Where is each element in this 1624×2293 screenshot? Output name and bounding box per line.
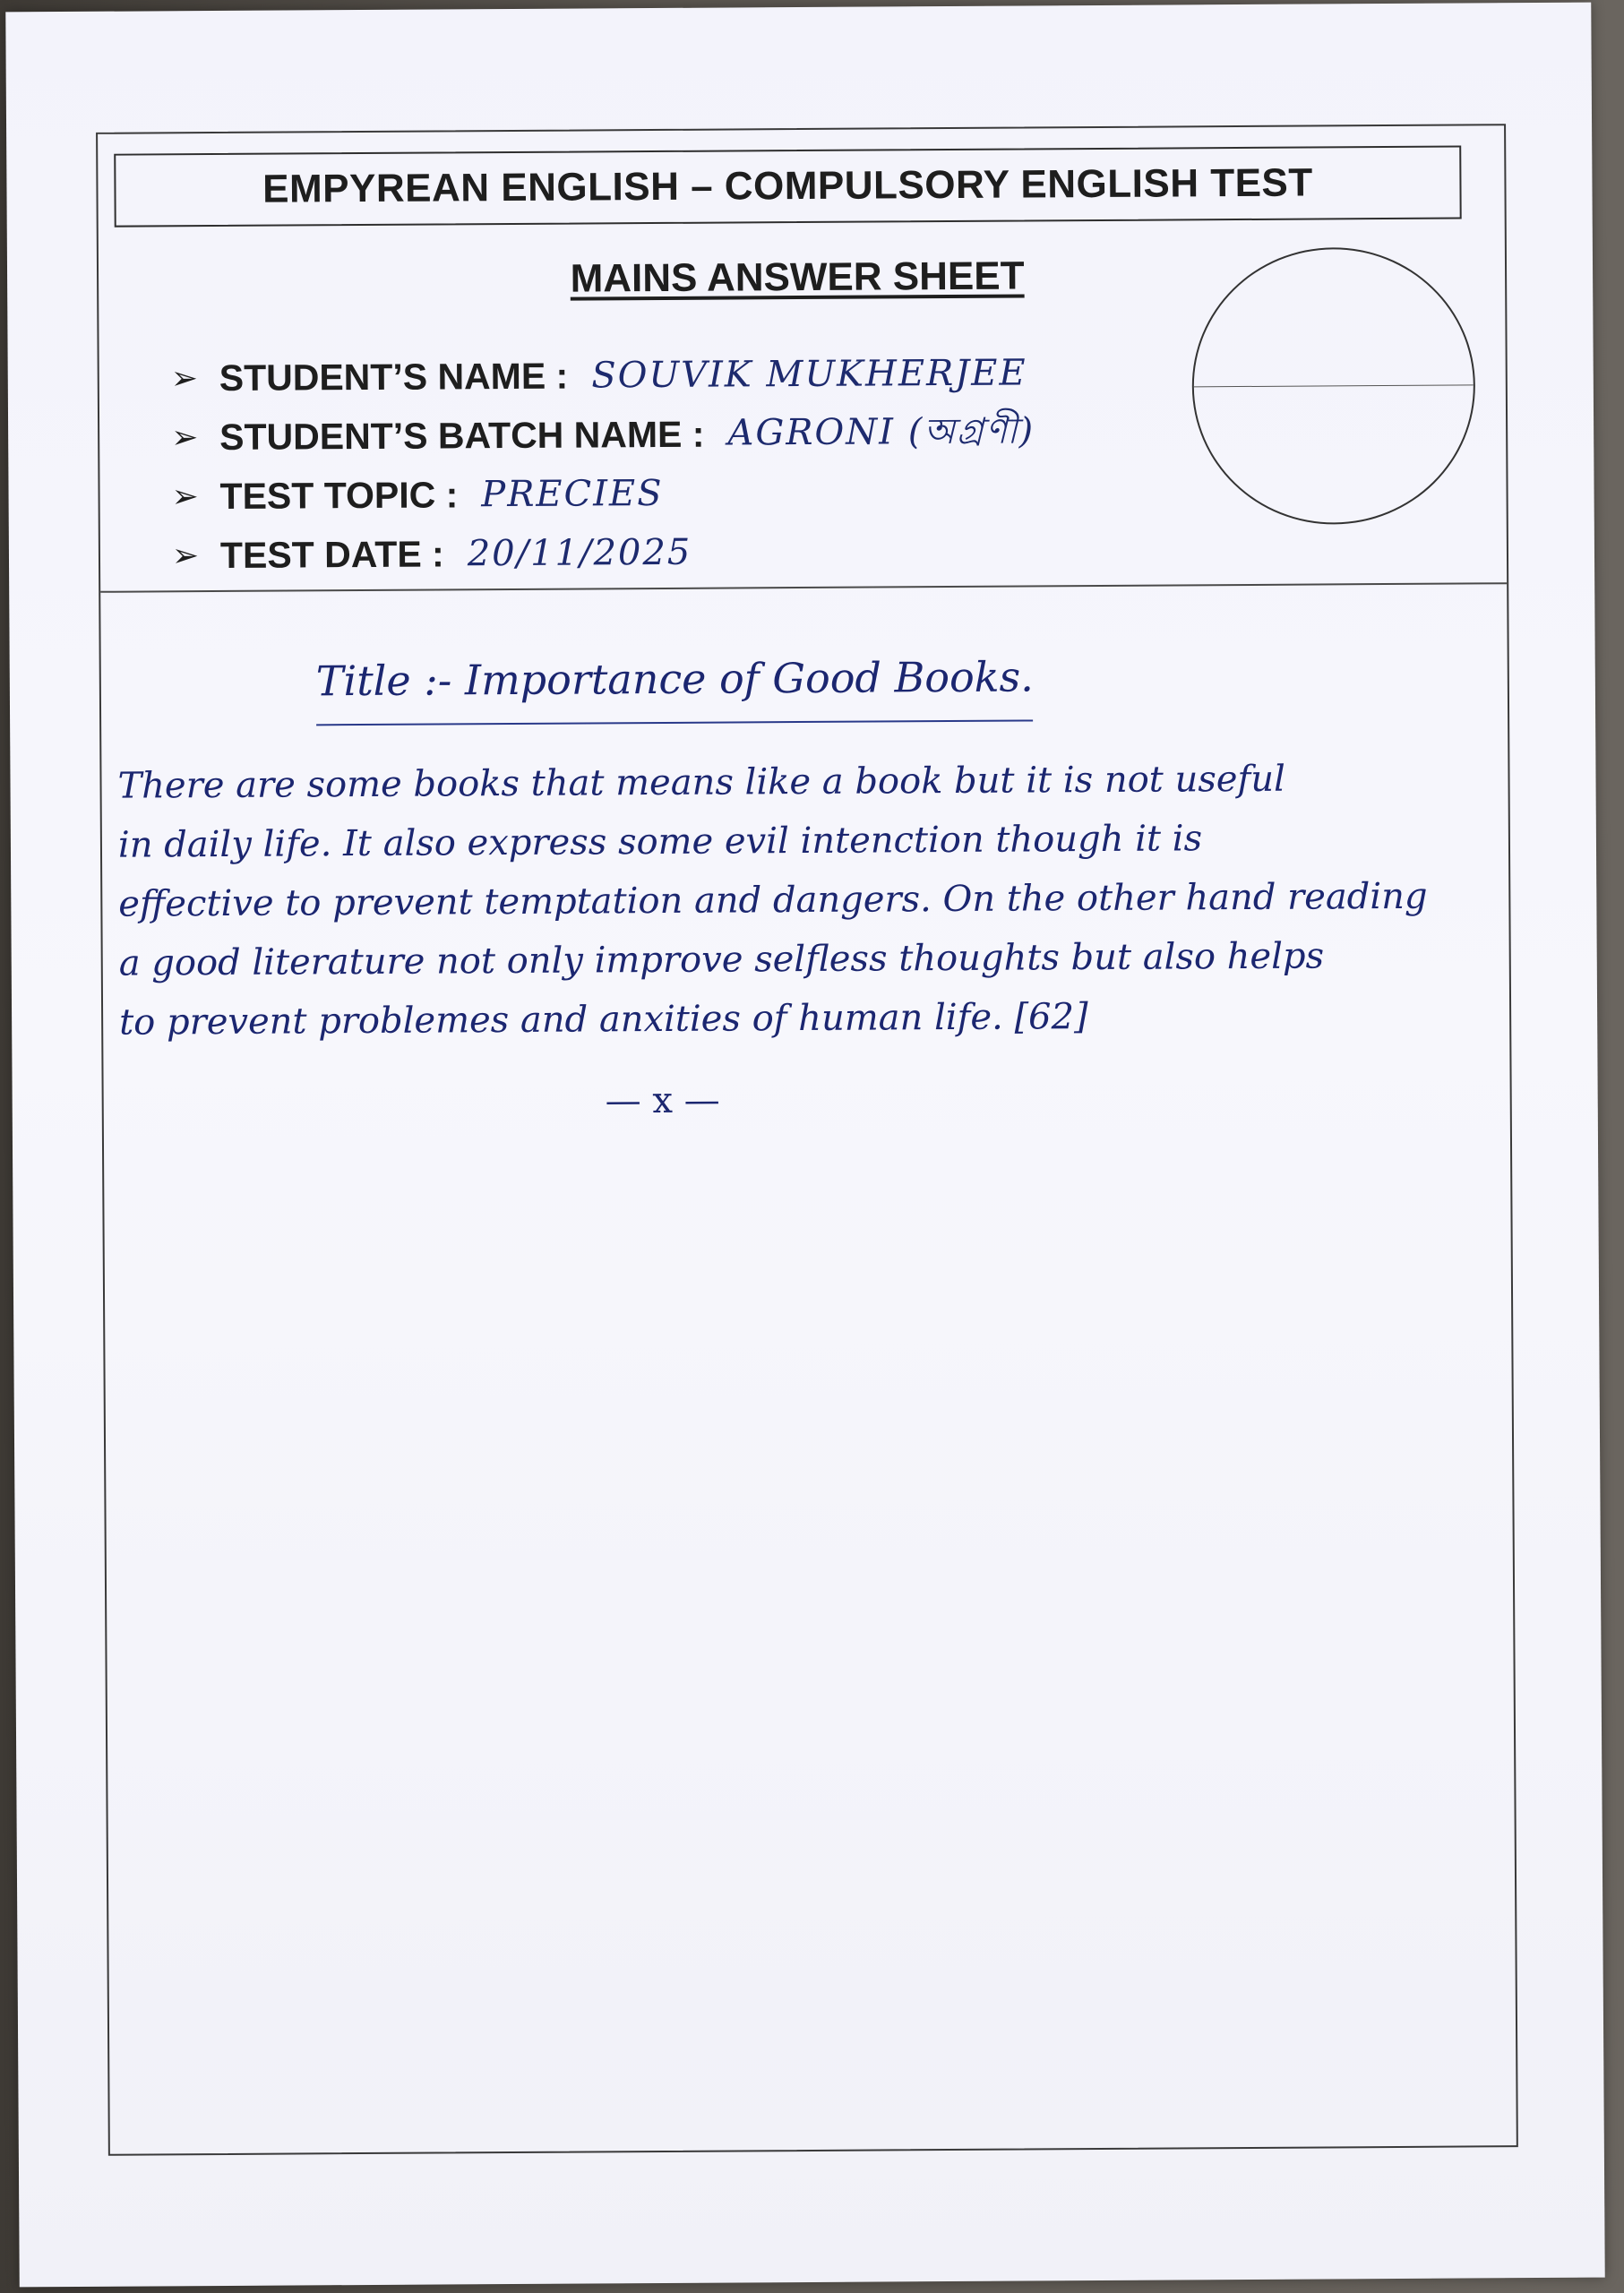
end-mark: — x — [605,1079,720,1122]
answer-line: to prevent problemes and anxities of human life. [62] [119,996,1088,1043]
photo-circle [1191,246,1476,525]
answer-title: Title :- Importance of Good Books. [315,652,1034,706]
arrow-bullet-icon: ➢ [171,477,199,515]
field-value-handwritten: SOUVIK MUKHERJEE [591,352,1027,397]
field-value-handwritten: 20/11/2025 [467,531,692,575]
answer-body [117,748,1499,1052]
field-value-handwritten: PRECIES [481,472,664,516]
sheet-border [96,124,1518,2156]
arrow-bullet-icon: ➢ [171,418,199,456]
arrow-bullet-icon: ➢ [170,359,199,397]
student-info-list [171,343,1158,586]
field-label: TEST TOPIC : [219,473,459,517]
answer-line: in daily life. It also express some evil intenction though it is [117,818,1203,866]
test-title: EMPYREAN ENGLISH – COMPULSORY ENGLISH TEST [262,160,1313,211]
answer-sheet-paper [5,3,1604,2288]
title-box [114,146,1461,228]
sheet-subtitle: MAINS ANSWER SHEET [570,253,1025,301]
field-label: TEST DATE : [219,532,444,576]
answer-title-underline [316,719,1033,726]
photo-divider-line [1194,384,1474,387]
field-test-topic [171,461,1156,527]
field-batch-name [171,402,1156,468]
field-test-date [172,520,1157,586]
answer-line: effective to prevent temptation and dangers. On the other hand reading [118,875,1428,925]
answer-line: a good literature not only improve selfless thoughts but also helps [118,935,1325,984]
answer-line: There are some books that means like a book but it is not useful [117,758,1285,807]
field-label: STUDENT’S BATCH NAME : [219,413,705,458]
field-label: STUDENT’S NAME : [219,355,569,399]
field-value-handwritten: AGRONI (অগ্রণী) [727,409,1035,454]
field-student-name [171,343,1156,408]
arrow-bullet-icon: ➢ [171,537,200,574]
